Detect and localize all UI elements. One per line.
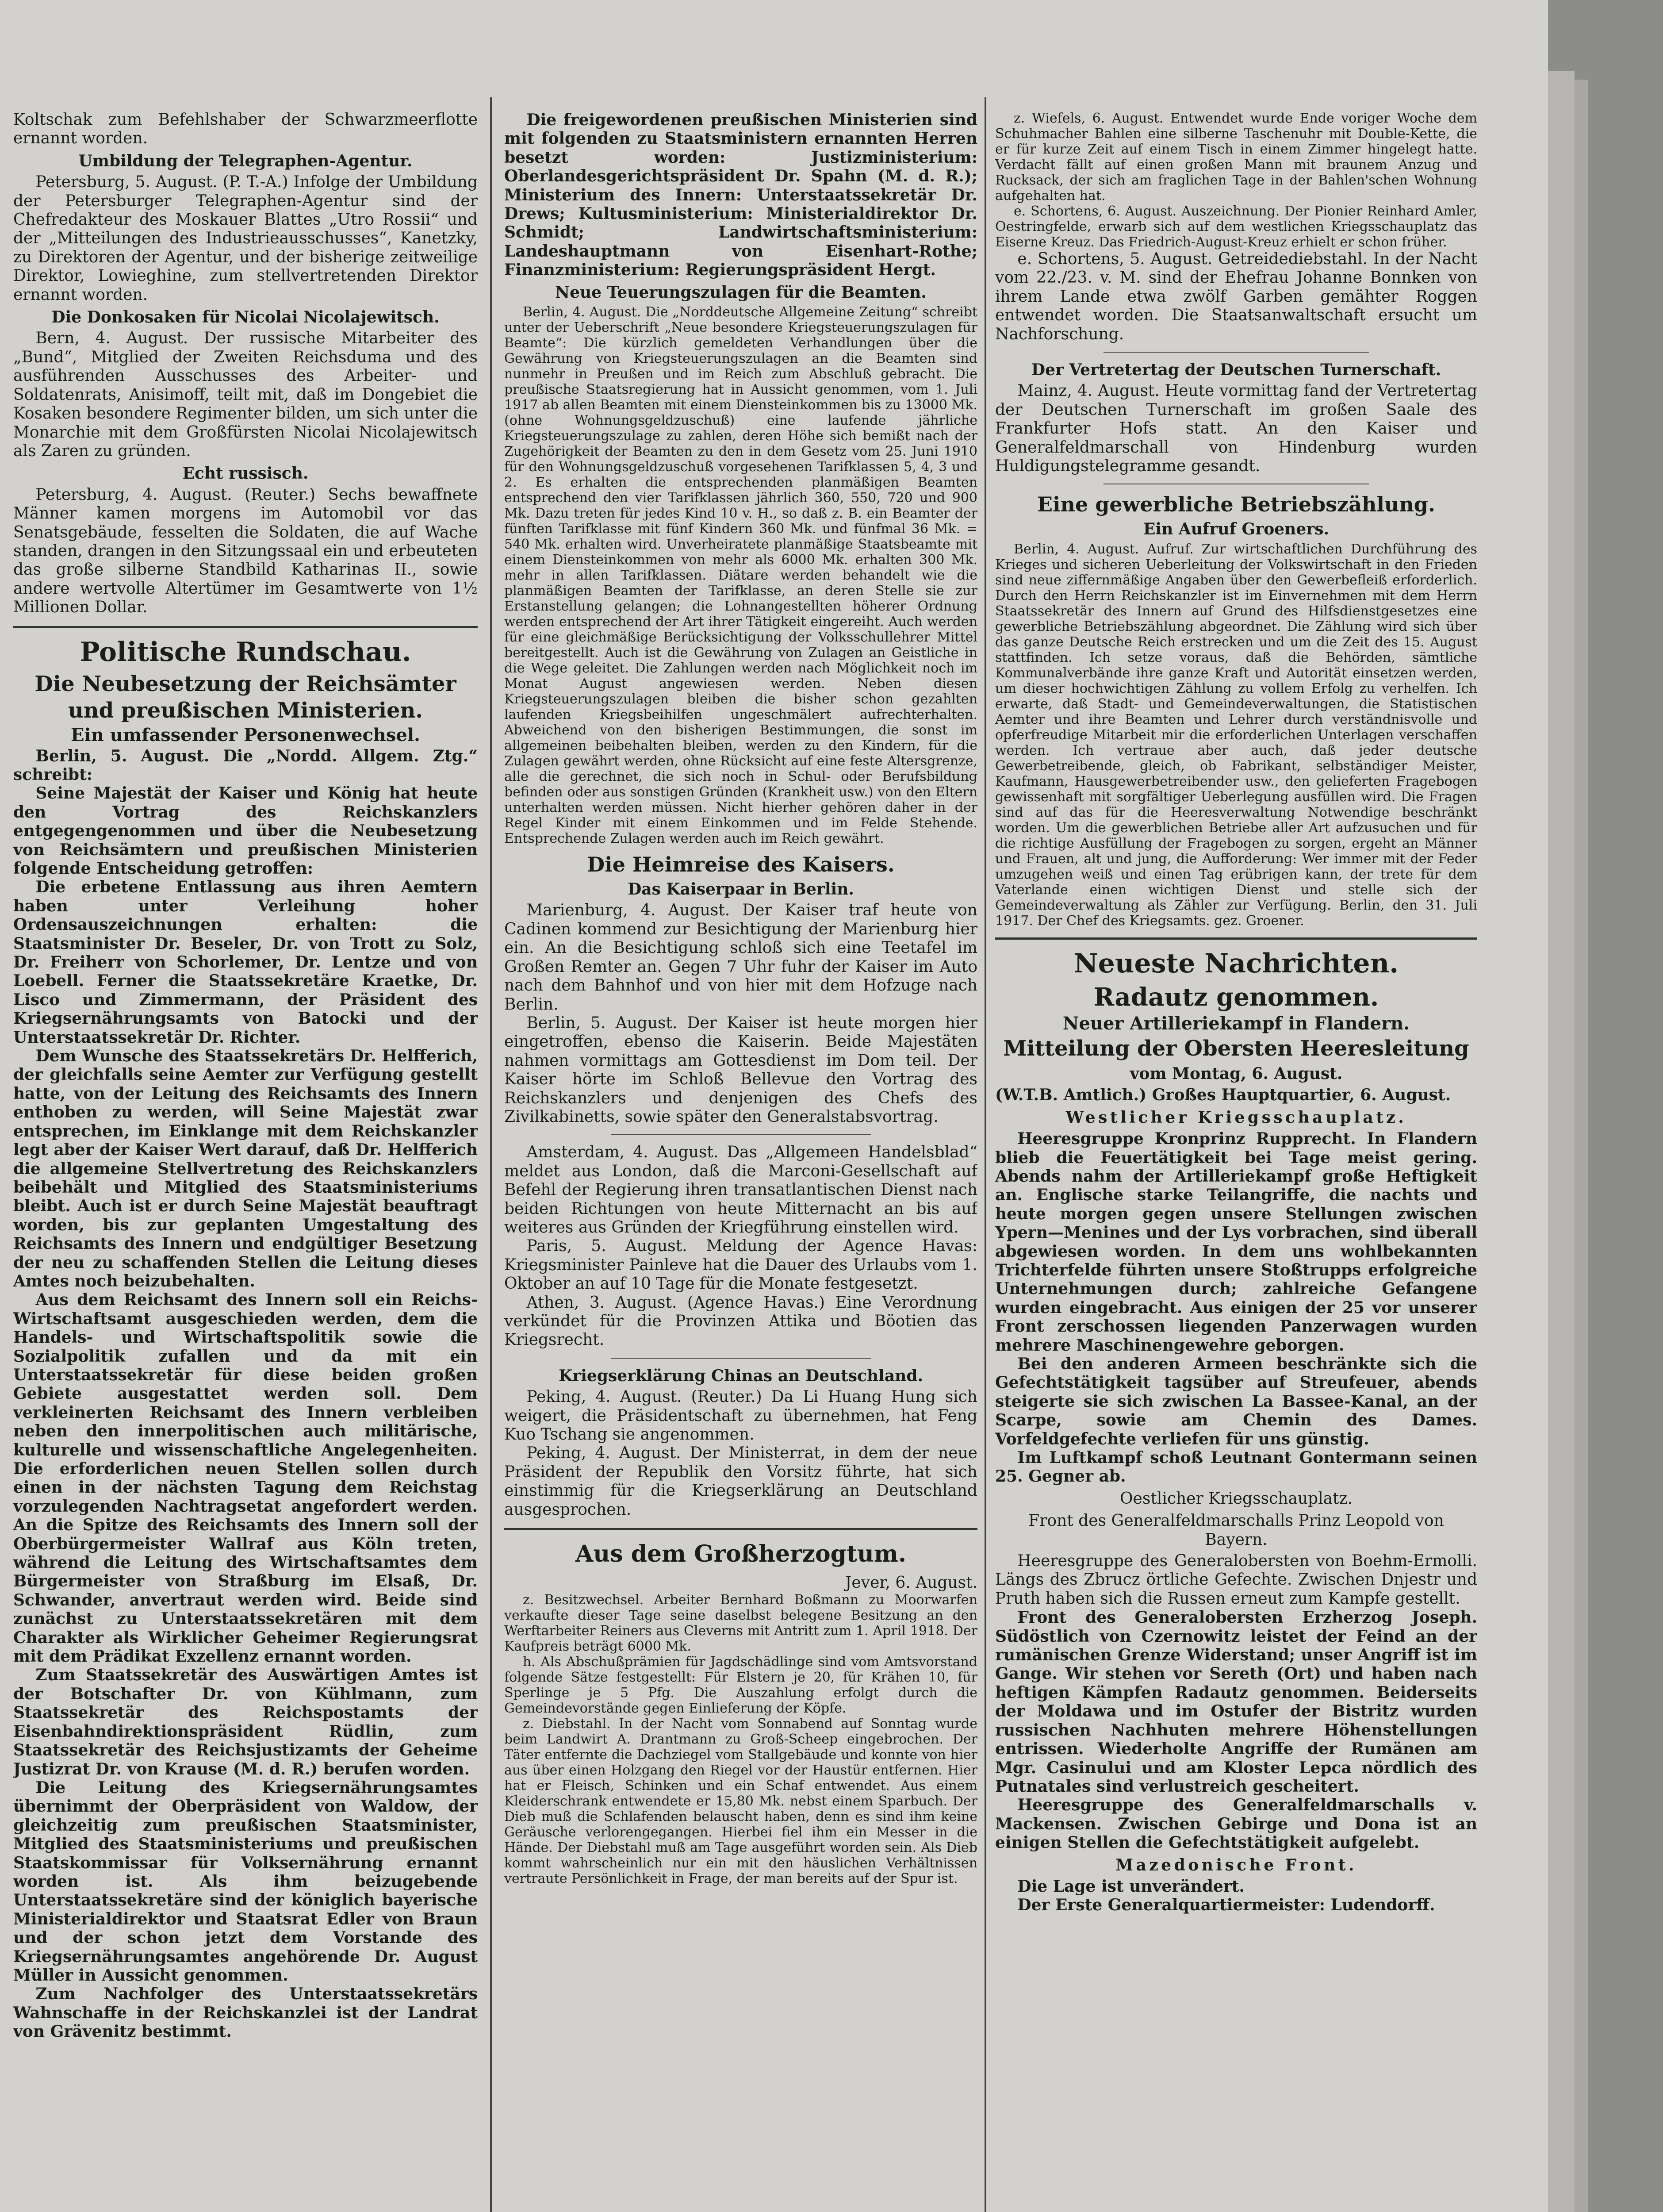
section-heading: Umbildung der Telegraphen-Agentur. <box>78 151 413 170</box>
article-subheadline: Ein umfassender Personenwechsel. <box>71 724 420 745</box>
paragraph: Heeresgruppe des Generalobersten von Boehm-Ermolli. Längs des Zbrucz örtliche Gefechte. Zwischen Dnjestr und Pruth haben sich die Russen erneut zum Kampfe gestellt. <box>995 1552 1477 1608</box>
paragraph: Seine Majestät der Kaiser und König hat heute den Vortrag des Reichskanzlers entgegengenommen und über die Neubesetzung von Reichsämtern und preußischen Ministerien folgende Entscheidung getroffen: <box>13 784 478 878</box>
paragraph: Petersburg, 5. August. (P. T.-A.) Infolge der Umbildung der Petersburger Telegraphen-Agentur sind der Chefredakteur des Moskauer Blattes „Utro Rossii“ und der „Mitteilungen des Industrieausschusses“, Kanetzky, zu Direktoren der Agentur, und der bisherige zeitweilige Direktor, Lowieghine, zum stellvertretenden Direktor ernannt worden. <box>13 173 478 304</box>
paragraph: Paris, 5. August. Meldung der Agence Havas: Kriegsminister Painleve hat die Dauer des Urlaubs vom 1. Oktober an auf 10 Tage für die Monate festgesetzt. <box>504 1237 977 1293</box>
paragraph: Die freigewordenen preußischen Ministerien sind mit folgenden zu Staatsministern ernannten Herren besetzt worden: Justizministerium: Oberlandesgerichtspräsident Dr. Spahn (M. d. R.); Ministerium des Innern: Unterstaatssekretär Dr. Drews; Kultusministerium: Ministerialdirektor Dr. Schmidt; Landwirtschaftsministerium: Landeshauptmann von Eisenhart-Rothe; Finanzministerium: Regierungspräsident Hergt. <box>504 111 977 280</box>
paragraph: Berlin, 4. August. Aufruf. Zur wirtschaftlichen Durchführung des Krieges und sicheren Ueberleitung der Volkswirtschaft in den Frieden sind neue ziffernmäßige Angaben über den Gewerbefleiß erforderlich. Durch den Herrn Reichskanzler ist im Einvernehmen mit dem Herrn Staatssekretär des Innern auf Grund des Hilfsdienstgesetzes eine gewerbliche Betriebszählung abgeordnet. Die Zählung wird sich über das ganze Deutsche Reich erstrecken und um die Zeit des 15. August stattfinden. Ich setze voraus, daß die Behörden, sämtliche Kommunalverbände ihre ganze Kraft und Autorität einsetzen werden, um dieser hochwichtigen Zählung zu vollem Erfolg zu verhelfen. Ich erwarte, daß Stadt- und Gemeindeverwaltungen, die Statistischen Aemter und ihre Beamten und Lehrer durch verständnisvolle und opferfreudige Mitarbeit mir die erforderlichen Unterlagen verschaffen werden. Ich vertraue aber auch, daß jeder deutsche Gewerbetreibende, gleich, ob Fabrikant, selbständiger Meister, Kaufmann, Hausgewerbetreibender usw., den gelieferten Fragebogen gewissenhaft mit sorgfältiger Ueberlegung ausfüllen wird. Die Fragen sind auf das für die Heeresverwaltung Notwendige beschränkt worden. Um die gewerblichen Betriebe aller Art aufzusuchen und für die richtige Ausfüllung der Fragebogen zu sorgen, ergeht an Männer und Frauen, alt und jung, die Aufforderung: Wer immer mit der Feder umzugehen weiß und einen Tag erübrigen kann, der trete für dem Vaterlande einen wichtigen Dienst und stelle sich der Gemeindeverwaltung als Zähler zur Verfügung. Berlin, den 31. Juli 1917. Der Chef des Kriegsamts. gez. Groener. <box>995 541 1477 929</box>
column-rule-2 <box>985 97 986 2212</box>
paragraph: Berlin, 4. August. Die „Norddeutsche Allgemeine Zeitung“ schreibt unter der Ueberschrift „Neue besondere Kriegsteuerungszulagen für Beamte“: Die kürzlich gemeldeten Verhandlungen über die Gewährung von Kriegsteuerungszulagen an die Beamten sind nunmehr in Preußen und im Reich zum Abschluß gebracht. Die preußische Staatsregierung hat in Aussicht genommen, vom 1. Juli 1917 ab allen Beamten mit einem Diensteinkommen bis zu 13000 Mk. (ohne Wohnungsgeldzuschuß) eine laufende jährliche Kriegsteuerungszulage zu zahlen, deren Höhe sich bemißt nach der Zugehörigkeit der Beamten zu den in dem Gesetz vom 25. Juni 1910 für den Wohnungsgeldzuschuß vorgesehenen Tarifklassen 5, 4, 3 und 2. Es erhalten die entsprechenden planmäßigen Beamten entsprechend den vier Tarifklassen jährlich 360, 550, 720 und 900 Mk. Dazu treten für jedes Kind 10 v. H., so daß z. B. ein Beamter der fünften Tarifklasse mit fünf Kindern 360 Mk. und fünfmal 36 Mk. = 540 Mk. erhalten wird. Unverheiratete planmäßige Staatsbeamte mit einem Diensteinkommen von mehr als 6000 Mk. erhalten 300 Mk. mehr in allen Tarifklassen. Diätare werden behandelt wie die planmäßigen Beamten der Tarifklasse, an deren Stelle sie zur Erstanstellung gelangen; die Lohnangestellten höherer Ordnung werden entsprechend der Art ihrer Tätigkeit eingereiht. Auch werden für eine gleichmäßige Berücksichtigung der Volksschullehrer Mittel bereitgestellt. Auch ist die Gewährung von Zulagen an Geistliche in die Wege geleitet. Die Zahlungen werden nach Möglichkeit noch im Monat August angewiesen werden. Neben diesen Kriegsteuerungszulagen bleiben die bisher schon gezahlten laufenden Kriegsbeihilfen ungeschmälert aufrechterhalten. Abweichend von den bisherigen Bestimmungen, die sonst im allgemeinen beibehalten bleiben, werden zu den Kindern, für die Zulagen gewährt werden, ohne Rücksicht auf eine feste Altersgrenze, alle die gerechnet, die sich noch in Schul- oder Berufsbildung befinden oder aus sonstigen Gründen (Krankheit usw.) von den Eltern unterhalten werden müssen. Nicht hierher gehören daher in der Regel Kinder mit einem Einkommen und im Felde Stehende. Entsprechende Zulagen werden auch im Reich gewährt. <box>504 304 977 847</box>
paragraph: Koltschak zum Befehlshaber der Schwarzmeerflotte ernannt worden. <box>13 111 478 148</box>
paragraph: Front des Generalobersten Erzherzog Joseph. Südöstlich von Czernowitz leistet der Feind an der rumänischen Grenze Widerstand; unser Angriff ist im Gange. Wir stehen vor Sereth (Ort) und haben nach heftigen Kämpfen Radautz genommen. Beiderseits der Moldawa und im Ostufer der Bistritz wurden russischen Nachhuten mehrere Höhenstellungen entrissen. Wiederholte Angriffe der Rumänen am Mgr. Casinului und am Kloster Lepca nördlich des Putnatales sind verlustreich gescheitert. <box>995 1608 1477 1796</box>
section-title: Politische Rundschau. <box>80 636 411 668</box>
paragraph: Heeresgruppe des Generalfeldmarschalls v. Mackensen. Zwischen Gebirge und Dona ist an einigen Stellen die Gefechtstätigkeit aufgelebt. <box>995 1796 1477 1852</box>
paragraph: (W.T.B. Amtlich.) Großes Hauptquartier, 6. August. <box>995 1086 1451 1105</box>
paragraph: Peking, 4. August. (Reuter.) Da Li Huang Hung sich weigert, die Präsidentschaft zu übernehmen, hat Feng Kuo Tschang sie angenommen. <box>504 1388 977 1444</box>
paragraph: Athen, 3. August. (Agence Havas.) Eine Verordnung verkündet für die Provinzen Attika und Böotien das Kriegsrecht. <box>504 1293 977 1349</box>
page-edge-shadow <box>1575 80 1588 2212</box>
column-3 <box>995 111 1477 2212</box>
paragraph: Die Lage ist unverändert. <box>1017 1877 1245 1896</box>
paragraph: Im Luftkampf schoß Leutnant Gontermann seinen 25. Gegner ab. <box>995 1448 1477 1486</box>
paragraph: Petersburg, 4. August. (Reuter.) Sechs bewaffnete Männer kamen morgens im Automobil vor das Senatsgebäude, fesselten die Soldaten, die auf Wache standen, drangen in den Sitzungssaal ein und erbeuteten das große silberne Standbild Katharinas II., sowie andere wertvolle Altertümer im Gesamtwerte von 1½ Millionen Dollar. <box>13 485 478 617</box>
section-heading: Oestlicher Kriegsschauplatz. <box>1120 1489 1353 1508</box>
article-subheadline: Ein Aufruf Groeners. <box>1143 520 1330 539</box>
paragraph: Zum Staatssekretär des Auswärtigen Amtes ist der Botschafter Dr. von Kühlmann, zum Staatssekretär des Reichspostamts der Eisenbahndirektionspräsident Rüdlin, zum Staatssekretär des Reichsjustizamts der Geheime Justizrat Dr. von Krause (M. d. R.) berufen worden. <box>13 1666 478 1778</box>
section-divider <box>13 626 478 628</box>
paragraph: Peking, 4. August. Der Ministerrat, in dem der neue Präsident der Republik den Vorsitz führte, hat sich einstimmig für die Kriegserklärung an Deutschland ausgesprochen. <box>504 1444 977 1519</box>
article-subheadline: Neuer Artilleriekampf in Flandern. <box>1062 1013 1410 1034</box>
section-heading: Front des Generalfeldmarschalls Prinz Leopold von Bayern. <box>1028 1512 1444 1549</box>
section-heading: Echt russisch. <box>182 464 309 483</box>
paragraph: Marienburg, 4. August. Der Kaiser traf heute von Cadinen kommend zur Besichtigung der Marienburg hier ein. An die Besichtigung schloß sich eine Teetafel im Großen Remter an. Gegen 7 Uhr fuhr der Kaiser im Auto nach dem Bahnhof und von hier mit dem Hofzuge nach Berlin. <box>504 901 977 1014</box>
paragraph: Bei den anderen Armeen beschränkte sich die Gefechtstätigkeit tagsüber auf Streufeuer, abends steigerte sie sich zwischen La Bassee-Kanal, an der Scarpe, sowie am Chemin des Dames. Vorfeldgefechte verliefen für uns günstig. <box>995 1354 1477 1448</box>
paragraph: z. Diebstahl. In der Nacht vom Sonnabend auf Sonntag wurde beim Landwirt A. Drantmann zu Groß-Scheep eingebrochen. Der Täter entfernte die Dachziegel vom Stallgebäude und konnte von hier aus über einen Holzgang den Riegel vor der Haustür entfernen. Hier hat er Fleisch, Schinken und ein Schaf entwendet. Aus einem Kleiderschrank entwendete er 15,80 Mk. nebst einem Sparbuch. Der Dieb muß die Schlafenden belauscht haben, denn es sind ihm keine Geräusche verlorengegangen. Hierbei fiel ihm ein Messer in die Hände. Der Diebstahl muß am Tage ausgeführt worden sein. Als Dieb kommt wahrscheinlich nur ein mit den häuslichen Verhältnissen vertraute Persönlichkeit in Frage, der man bereits auf der Spur ist. <box>504 1716 977 1887</box>
article-headline-line-2: und preußischen Ministerien. <box>68 698 423 723</box>
section-divider <box>504 1528 977 1530</box>
article-headline: Die Heimreise des Kaisers. <box>587 853 895 877</box>
paragraph: e. Schortens, 5. August. Getreidediebstahl. In der Nacht vom 22./23. v. M. sind der Ehefrau Johanne Bonnken von ihrem Lande etwa zwölf Garben gemähter Roggen entwendet worden. Die Staatsanwaltschaft ersucht um Nachforschung. <box>995 250 1477 343</box>
section-heading: Mazedonische Front. <box>1115 1855 1357 1874</box>
paragraph: Bern, 4. August. Der russische Mitarbeiter des „Bund“, Mitglied der Zweiten Reichsduma und des ausführenden Ausschusses des Arbeiter- und Soldatenrats, Anisimoff, teilt mit, daß im Dongebiet die Kosaken besondere Regimenter bilden, um sich unter die Monarchie mit dem Großfürsten Nicolai Nicolajewitsch als Zaren zu gründen. <box>13 329 478 460</box>
dateline: Jever, 6. August. <box>845 1574 977 1592</box>
section-heading: Neue Teuerungszulagen für die Beamten. <box>555 283 927 302</box>
paragraph: Mainz, 4. August. Heute vormittag fand der Vertretertag der Deutschen Turnerschaft im großen Saale des Frankfurter Hofs statt. An den Kaiser und Generalfeldmarschall von Hindenburg wurden Huldigungstelegramme gesandt. <box>995 382 1477 476</box>
section-heading: Kriegserklärung Chinas an Deutschland. <box>558 1366 923 1385</box>
paragraph: Dem Wunsche des Staatssekretärs Dr. Helfferich, der gleichfalls seine Aemter zur Verfügung gestellt hatte, von der Leitung des Reichsamts des Innern enthoben zu werden, will Seine Majestät zwar entsprechen, im Einklange mit dem Reichskanzler legt aber der Kaiser Wert darauf, daß Dr. Helfferich die allgemeine Stellvertretung des Reichskanzlers beibehält und Mitglied des Staatsministeriums bleibt. Auch ist er durch Seine Majestät beauftragt worden, bis zur geplanten Umgestaltung des Reichsamts des Innern und endgültiger Besetzung der neu zu schaffenden Stellen die Leitung dieses Amtes noch beizubehalten. <box>13 1047 478 1290</box>
column-2 <box>504 111 977 2212</box>
article-subheadline: Das Kaiserpaar in Berlin. <box>628 880 854 899</box>
section-divider <box>995 937 1477 940</box>
column-rule-1 <box>490 97 492 2212</box>
article-headline: Eine gewerbliche Betriebszählung. <box>1037 492 1435 517</box>
paragraph: Berlin, 5. August. Die „Nordd. Allgem. Ztg.“ schreibt: <box>13 746 478 784</box>
signature-line: Der Erste Generalquartiermeister: Ludendorff. <box>1017 1896 1435 1915</box>
paragraph: z. Besitzwechsel. Arbeiter Bernhard Boßmann zu Moorwarfen verkaufte dieser Tage seine daselbst belegene Besitzung an den Werftarbeiter Reiners aus Cleverns mit Antritt zum 1. April 1918. Der Kaufpreis beträgt 6000 Mk. <box>504 1592 977 1655</box>
paragraph: Die erbetene Entlassung aus ihren Aemtern haben unter Verleihung hoher Ordensauszeichnungen erhalten: die Staatsminister Dr. Beseler, Dr. von Trott zu Solz, Dr. Freiherr von Schorlemer, Dr. Lentze und von Loebell. Ferner die Staatssekretäre Kraetke, Dr. Lisco und Zimmermann, der Präsident des Kriegsernährungsamts von Batocki und der Unterstaatssekretär Dr. Richter. <box>13 878 478 1047</box>
column-1 <box>13 111 478 2212</box>
article-headline: Radautz genommen. <box>1093 982 1379 1012</box>
section-title: Aus dem Großherzogtum. <box>575 1540 906 1568</box>
paragraph: Die Leitung des Kriegsernährungsamtes übernimmt der Oberpräsident von Waldow, der gleichzeitig zum preußischen Staatsminister, Mitglied des Staatsministeriums und preußischen Staatskommissar für Volksernährung ernannt worden ist. Als ihm beizugebende Unterstaatssekretäre sind der königlich bayerische Ministerialdirektor und Staatsrat Edler von Braun und der schon jetzt dem Vorstande des Kriegsernährungsamtes angehörende Dr. August Müller in Aussicht genommen. <box>13 1778 478 1985</box>
paragraph: Aus dem Reichsamt des Innern soll ein Reichs-Wirtschaftsamt ausgeschieden werden, dem die Handels- und Wirtschaftspolitik sowie die Sozialpolitik zufallen und da mit ein Unterstaatssekretär für diese beiden großen Gebiete ausgestattet werden soll. Dem verkleinerten Reichsamt des Innern verbleiben neben den innerpolitischen auch militärische, kulturelle und wissenschaftliche Angelegenheiten. Die erforderlichen neuen Stellen sollen durch einen in der nächsten Tagung dem Reichstag vorzulegenden Nachtragsetat angefordert werden. An die Spitze des Reichsamts des Innern soll der Oberbürgermeister Wallraf aus Köln treten, während die Leitung des Wirtschaftsamtes dem Bürgermeister von Straßburg im Elsaß, Dr. Schwander, anvertraut werden wird. Beide sind zunächst zu Unterstaatssekretären mit dem Charakter als Wirklicher Geheimer Regierungsrat mit dem Prädikat Exzellenz ernannt worden. <box>13 1290 478 1666</box>
paragraph: Amsterdam, 4. August. Das „Allgemeen Handelsblad“ meldet aus London, daß die Marconi-Gesellschaft auf Befehl der Regierung ihren transatlantischen Dienst nach beiden Richtungen von heute Mitternacht an bis auf weiteres aus Gründen der Kriegführung einstellen wird. <box>504 1143 977 1237</box>
paragraph: h. Als Abschußprämien für Jagdschädlinge sind vom Amtsvorstand folgende Sätze festgestellt: Für Elstern je 20, für Krähen 10, für Sperlinge je 5 Pfg. Die Auszahlung erfolgt durch die Gemeindevorstände gegen Einlieferung der Köpfe. <box>504 1654 977 1717</box>
page-edge <box>1548 71 1575 2212</box>
short-divider <box>611 1358 871 1359</box>
paragraph: e. Schortens, 6. August. Auszeichnung. Der Pionier Reinhard Amler, Oestringfelde, erwarb sich auf dem westlichen Kriegsschauplatz das Eiserne Kreuz. Das Friedrich-August-Kreuz erhielt er schon früher. <box>995 204 1477 250</box>
short-divider <box>1104 352 1369 353</box>
section-title: Neueste Nachrichten. <box>1073 948 1399 979</box>
section-heading: Der Vertretertag der Deutschen Turnerschaft. <box>1031 361 1441 380</box>
short-divider <box>611 1134 871 1135</box>
report-date: vom Montag, 6. August. <box>1130 1064 1343 1083</box>
paragraph: Zum Nachfolger des Unterstaatssekretärs Wahnschaffe in der Reichskanzlei ist der Landrat von Grävenitz bestimmt. <box>13 1985 478 2041</box>
section-heading: Westlicher Kriegsschauplatz. <box>1065 1108 1407 1127</box>
section-heading: Die Donkosaken für Nicolai Nicolajewitsch. <box>51 308 440 327</box>
paragraph: Heeresgruppe Kronprinz Rupprecht. In Flandern blieb die Feuertätigkeit bei Tage meist gering. Abends nahm der Artilleriekampf große Heftigkeit an. Englische starke Teilangriffe, die nachts und heute morgen gegen unsere Stellungen zwischen Ypern—Menines und der Lys vorbrachen, sind überall abgewiesen worden. In dem uns wohlbekannten Trichterfelde führten unsere Stoßtrupps erfolgreiche Unternehmungen durch; zahlreiche Gefangene wurden eingebracht. Aus einigen der 25 vor unserer Front zerschossen liegenden Panzerwagen wurden mehrere Maschinengewehre geborgen. <box>995 1129 1477 1355</box>
article-headline: Die Neubesetzung der Reichsämter <box>34 671 456 696</box>
report-title: Mitteilung der Obersten Heeresleitung <box>1003 1036 1469 1061</box>
paragraph: Berlin, 5. August. Der Kaiser ist heute morgen hier eingetroffen, ebenso die Kaiserin. Beide Majestäten nahmen vormittags am Gottesdienst im Dom teil. Der Kaiser hörte im Schloß Bellevue den Vortrag des Reichskanzlers und denjenigen des Chefs des Zivilkabinetts, sowie später den Generalstabsvortrag. <box>504 1014 977 1126</box>
paragraph: z. Wiefels, 6. August. Entwendet wurde Ende voriger Woche dem Schuhmacher Bahlen eine silberne Taschenuhr mit Double-Kette, die er für kurze Zeit auf einem Tisch in einem Zimmer hingelegt hatte. Verdacht fällt auf einen großen Mann mit braunem Anzug und Rucksack, der sich am fraglichen Tage in der Bahlen'schen Wohnung aufgehalten hat. <box>995 111 1477 204</box>
